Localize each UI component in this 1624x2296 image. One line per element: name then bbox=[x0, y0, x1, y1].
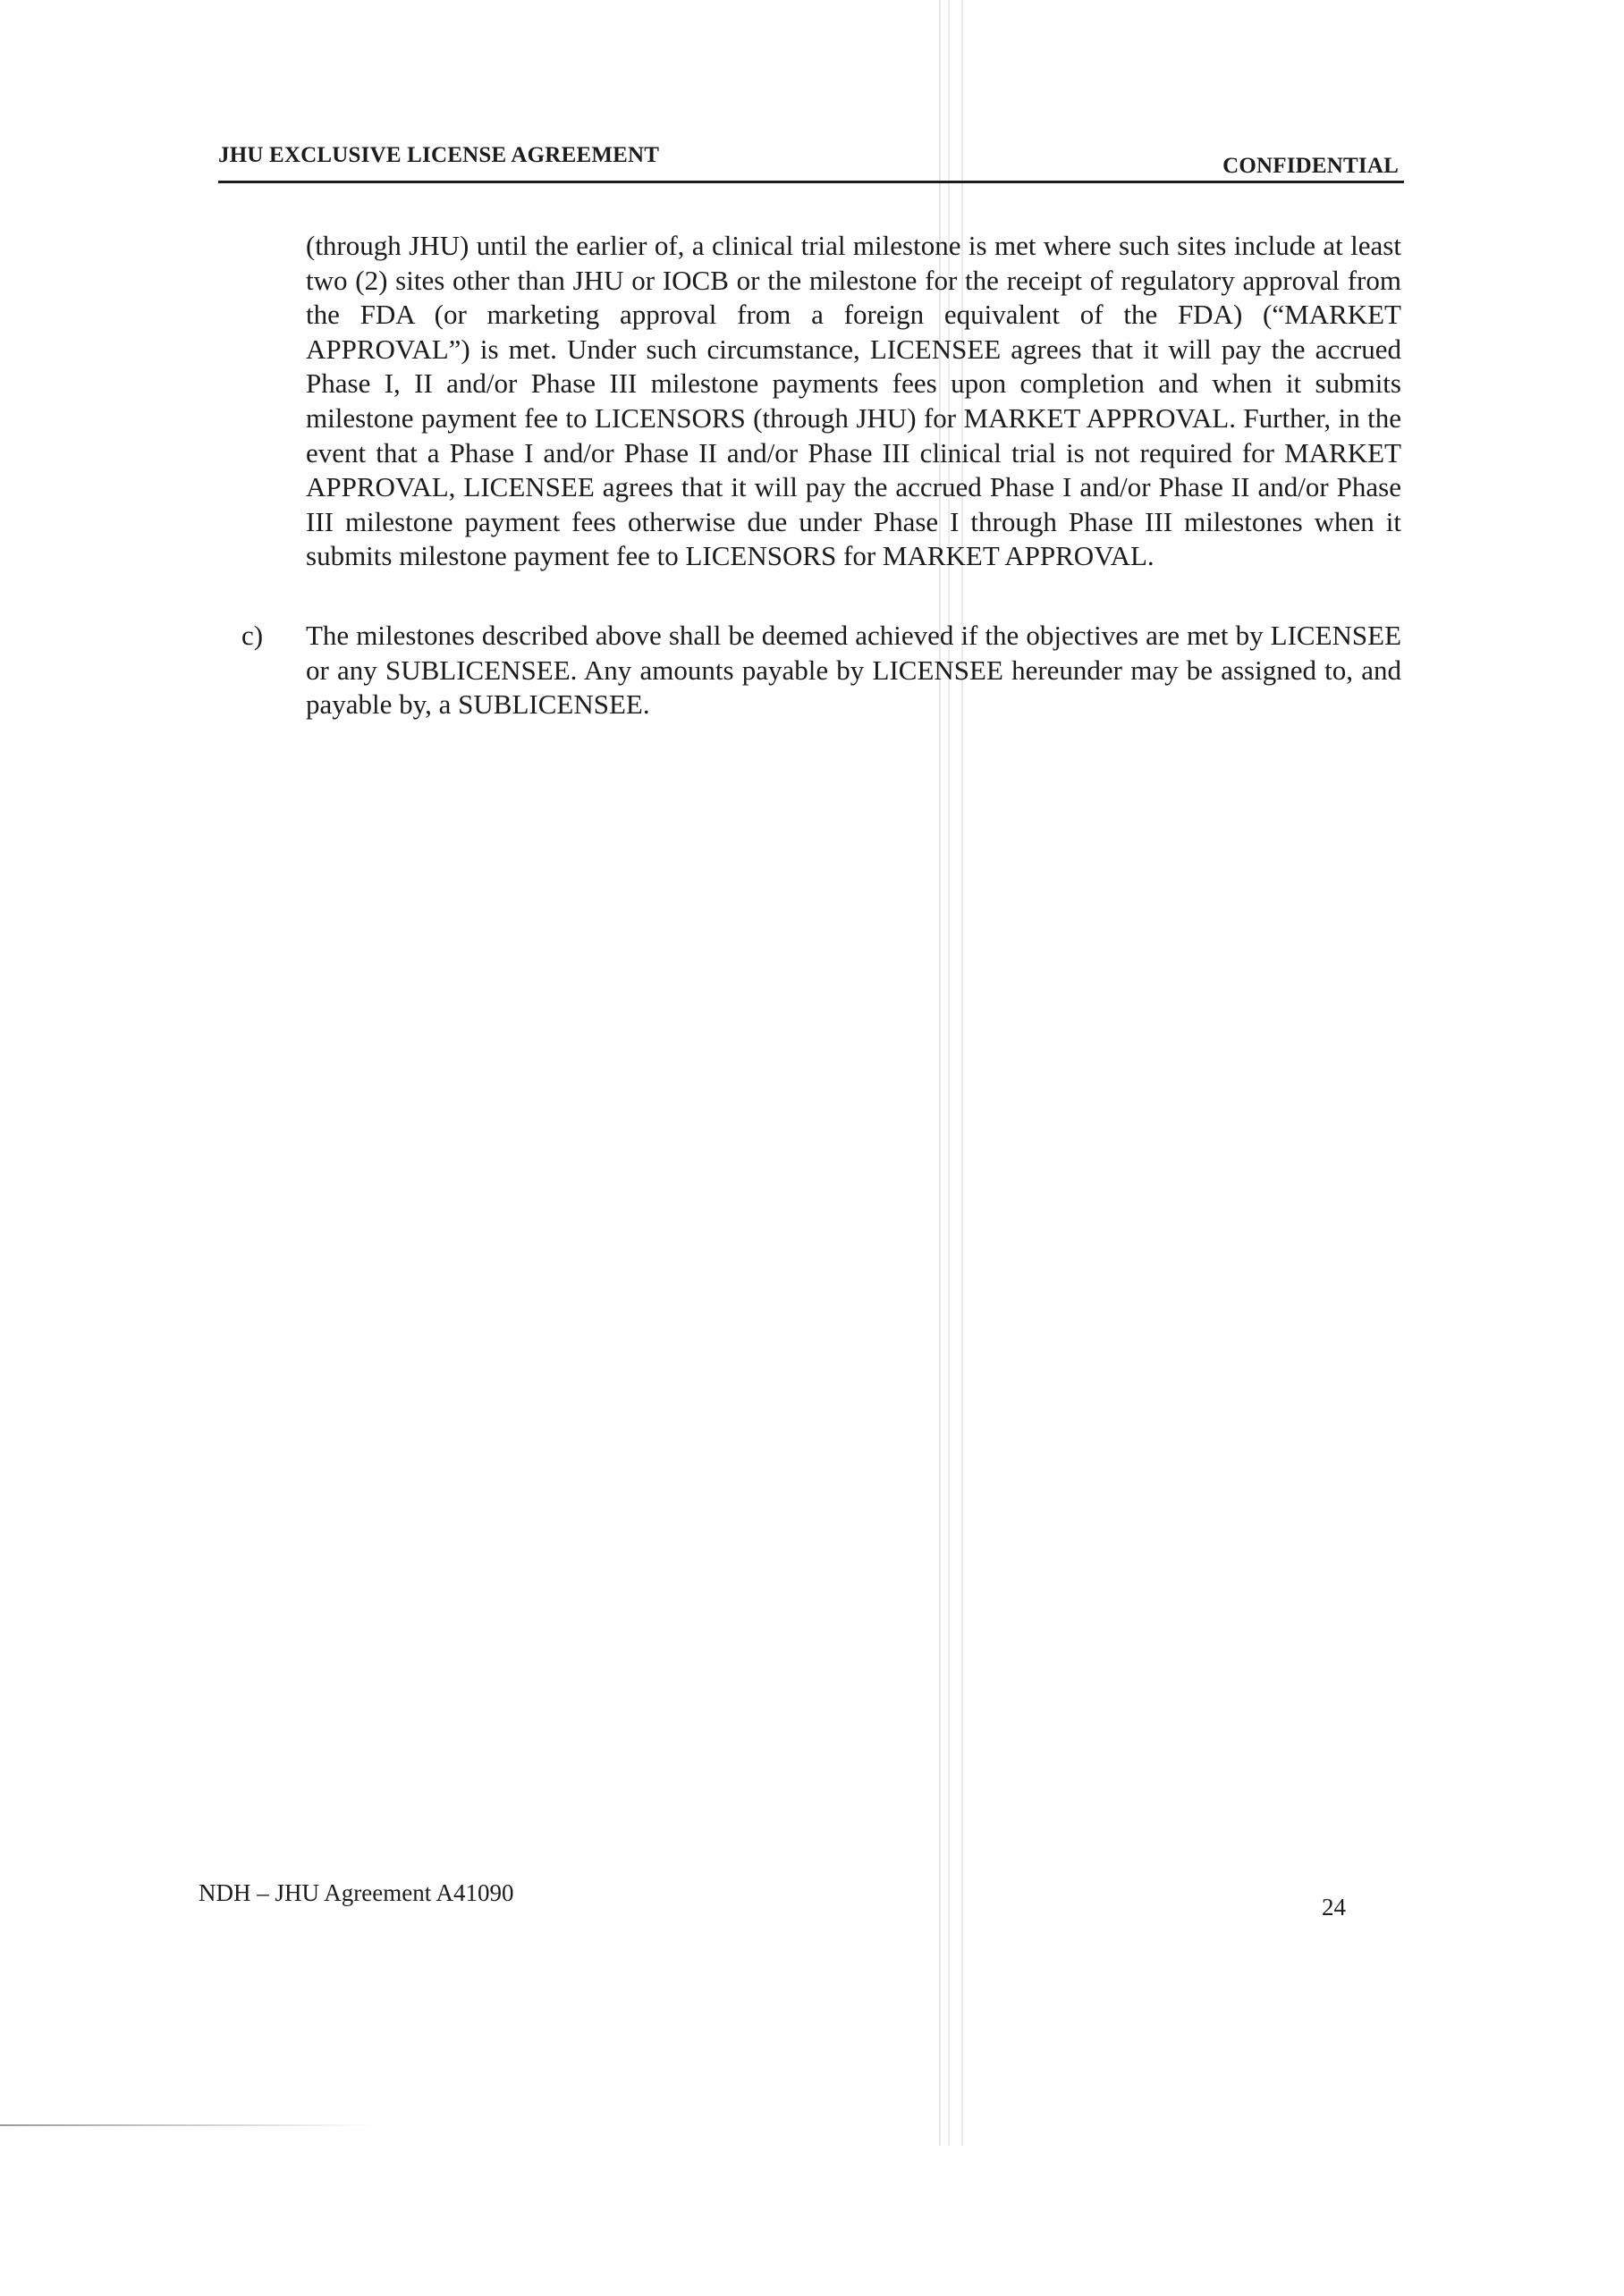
confidential-label: CONFIDENTIAL bbox=[1222, 154, 1399, 178]
list-marker-c: c) bbox=[241, 620, 264, 651]
page-number: 24 bbox=[1322, 1894, 1346, 1920]
continuation-paragraph: (through JHU) until the earlier of, a clinical trial milestone is met where such sites include at least two (2) sites other than JHU or IOCB or the milestone for the receipt of regulatory approval from the FDA (or marketing approval from a foreign equivalent of the FDA) (“MARKET APPROVAL”) is met. Under such circumstance, LICENSEE agrees that it will pay the accrued Phase I, II and/or Phase III milestone payments fees upon completion and when it submits milestone payment fee to LICENSORS (through JHU) for MARKET APPROVAL. Further, in the event that a Phase I and/or Phase II and/or Phase III clinical trial is not required for MARKET APPROVAL, LICENSEE agrees that it will pay the accrued Phase I and/or Phase II and/or Phase III milestone payment fees otherwise due under Phase I through Phase III milestones when it submits milestone payment fee to LICENSORS for MARKET APPROVAL. bbox=[306, 230, 1401, 572]
footer-document-id: NDH – JHU Agreement A41090 bbox=[199, 1879, 514, 1906]
scan-artifact-smudge bbox=[0, 2124, 376, 2126]
list-item-c: The milestones described above shall be deemed achieved if the objectives are met by LICENSEE or any SUBLICENSEE. Any amounts payable by LICENSEE hereunder may be assigned to, and payable by, a SUBLICENSEE. bbox=[306, 620, 1401, 721]
page-header bbox=[218, 141, 1404, 183]
document-title: JHU EXCLUSIVE LICENSE AGREEMENT bbox=[218, 143, 660, 167]
